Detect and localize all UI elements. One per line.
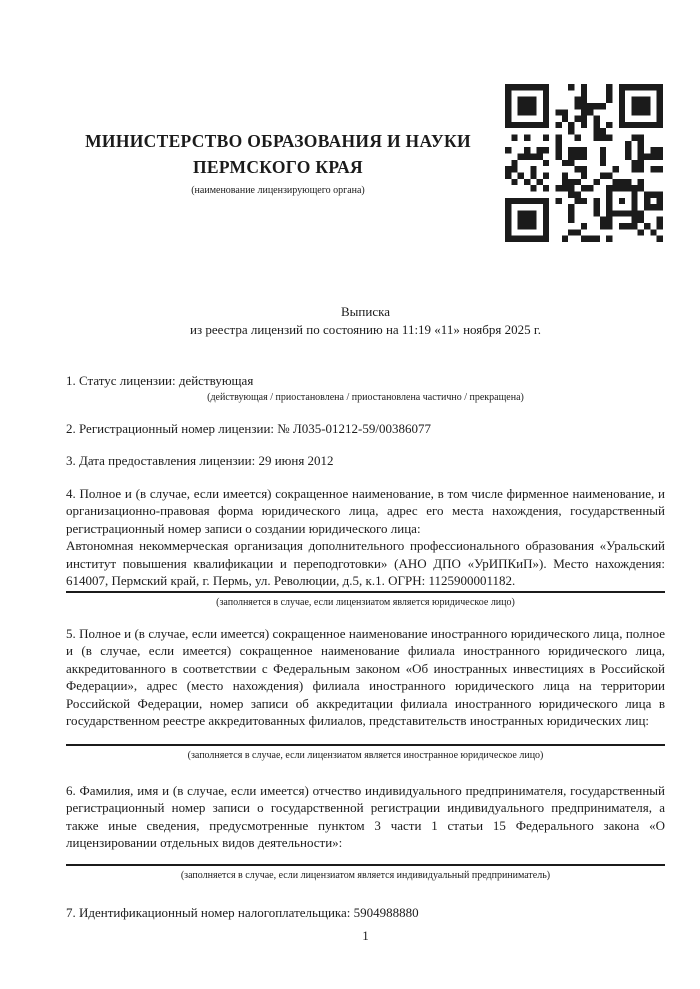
- legal-entity-value: Автономная некоммерческая организация дополнительного профессионального образования «Уральский институт повышения квалификации и переподготовки» (АНО ДПО «УрИПКиП»). Место нахождения: 614007, Пермский край, г. Пермь, ул. Революции, д.5, к.1. ОГРН: 1125900001182.: [66, 538, 665, 588]
- document-title: [66, 303, 665, 339]
- foreign-entity-fill-caption: (заполняется в случае, если лицензиатом является иностранное юридическое лицо): [66, 744, 665, 762]
- document-title-line2: из реестра лицензий по состоянию на 11:19 «11» ноября 2025 г.: [190, 322, 541, 337]
- document-body: [66, 303, 665, 921]
- ministry-name-caption: (наименование лицензирующего органа): [191, 185, 365, 196]
- document-title-line1: Выписка: [341, 304, 390, 319]
- ministry-name-line2: ПЕРМСКОГО КРАЯ: [193, 157, 363, 177]
- ministry-name: [66, 128, 490, 180]
- ministry-name-line1: МИНИСТЕРСТВО ОБРАЗОВАНИЯ И НАУКИ: [85, 131, 471, 151]
- legal-entity-prompt: 4. Полное и (в случае, если имеется) сокращенное наименование, в том числе фирменное наименование, и организационно-правовая форма юридического лица, адрес его места нахождения, государственный регистрационный номер записи о создании юридического лица:: [66, 485, 665, 536]
- individual-entrepreneur-prompt: 6. Фамилия, имя и (в случае, если имеется) отчество индивидуального предпринимателя, государственный регистрационный номер записи о государственной регистрации индивидуального предпринимателя, а также иные сведения, предусмотренные пунктом 3 части 1 статьи 15 Федерального закона «О лицензировании отдельных видов деятельности»:: [66, 782, 665, 850]
- foreign-entity-prompt: 5. Полное и (в случае, если имеется) сокращенное наименование иностранного юридического лица, полное и (в случае, если имеется) сокращенное наименование филиала иностранного юридического лица, аккредитованного в соответствии с Федеральным законом «Об иностранных инвестициях в Российской Федерации», адрес (место нахождения) филиала иностранного юридического лица на территории Российской Федерации, номер записи об аккредитации филиала иностранного юридического лица в государственном реестре аккредитованных филиалов, представительств иностранных юридических лиц:: [66, 625, 665, 728]
- individual-entrepreneur-fill-caption: (заполняется в случае, если лицензиатом является индивидуальный предприниматель): [66, 864, 665, 882]
- registration-number-line: 2. Регистрационный номер лицензии: № Л035-01212-59/00386077: [66, 420, 432, 436]
- qr-code: [505, 84, 663, 242]
- individual-entrepreneur-section: [66, 782, 665, 882]
- taxpayer-id-line: 7. Идентификационный номер налогоплательщика: 5904988880: [66, 904, 419, 920]
- license-status-options-caption: (действующая / приостановлена / приостановлена частично / прекращена): [207, 391, 524, 403]
- legal-entity-section: [66, 485, 665, 609]
- license-grant-date-line: 3. Дата предоставления лицензии: 29 июня 2012: [66, 453, 334, 468]
- foreign-entity-section: [66, 625, 665, 762]
- licensing-authority-header: [66, 128, 490, 197]
- license-status-line: 1. Статус лицензии: действующая: [66, 373, 254, 388]
- page-number: 1: [362, 928, 369, 943]
- legal-entity-fill-caption: (заполняется в случае, если лицензиатом является юридическое лицо): [66, 591, 665, 609]
